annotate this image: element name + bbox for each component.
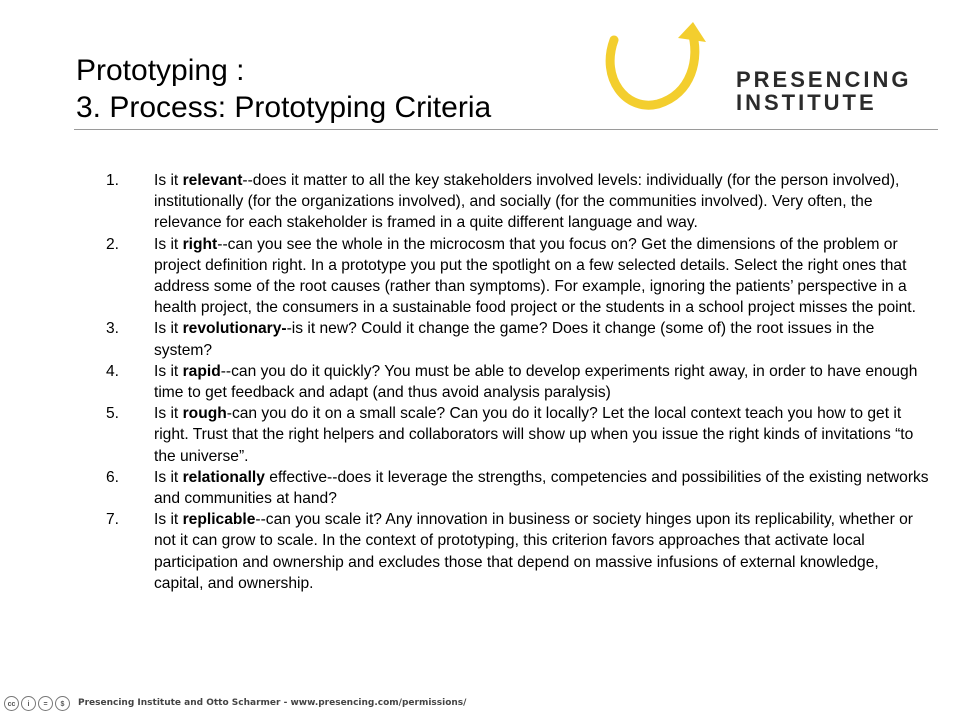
- criteria-number: 2.: [106, 235, 120, 253]
- criteria-text: --does it matter to all the key stakeholders involved levels: individually (for the person involved), institutionally (for the organizations involved), and socially (for the communities involved). Very often, the relevance for each stakeholder is framed in a quite different language and way.: [154, 172, 900, 232]
- criteria-keyword: revolutionary-: [182, 320, 287, 338]
- criteria-prefix: Is it: [154, 362, 183, 380]
- criteria-item: [106, 234, 932, 319]
- criteria-text: --can you scale it? Any innovation in business or society hinges upon its replicability, whether or not it can grow to scale. In the context of prototyping, this criterion favors approaches that activate local participation and ownership and excludes those that depend on massive infusions of external knowledge, capital, and ownership.: [154, 511, 914, 592]
- footer-credit: Presencing Institute and Otto Scharmer - www.presencing.com/permissions/: [78, 698, 467, 708]
- logo-line2: INSTITUTE: [736, 90, 877, 115]
- slide-title-line1: Prototyping :: [76, 54, 245, 87]
- criteria-prefix: Is it: [154, 172, 183, 189]
- criteria-prefix: Is it: [154, 468, 183, 486]
- criteria-keyword: rapid: [182, 362, 221, 380]
- criteria-item: [106, 403, 932, 467]
- criteria-keyword: relevant: [182, 172, 243, 189]
- footer: [0, 692, 467, 714]
- criteria-prefix: Is it: [154, 320, 183, 338]
- criteria-keyword: relationally: [182, 468, 265, 486]
- criteria-text: effective--does it leverage the strengths, competencies and possibilities of the existing networks and communities at hand?: [154, 468, 929, 508]
- presencing-u-logo-icon: [596, 20, 720, 120]
- no-derivatives-icon: =: [38, 696, 53, 711]
- criteria-item: [106, 318, 932, 360]
- attribution-icon: i: [21, 696, 36, 711]
- criteria-prefix: Is it: [154, 405, 183, 423]
- criteria-number: 6.: [106, 468, 120, 486]
- criteria-keyword: replicable: [182, 511, 256, 529]
- creative-commons-icon: cc: [4, 696, 19, 711]
- criteria-number: 3.: [106, 320, 120, 338]
- criteria-keyword: right: [182, 235, 218, 253]
- criteria-keyword: rough: [182, 405, 227, 423]
- slide-title-line2: 3. Process: Prototyping Criteria: [76, 91, 492, 124]
- license-badges: [4, 696, 70, 711]
- criteria-text: --can you see the whole in the microcosm that you focus on? Get the dimensions of the problem or project definition right. In a prototype you put the spotlight on a few selected details. Select the right ones that address some of the root causes (rather than symptoms). For example, ignoring the patients’ perspective in a health project, the consumers in a sustainable food project or the students in a school project misses the point.: [154, 235, 916, 317]
- criteria-item: [106, 509, 932, 594]
- criteria-number: 1.: [106, 172, 120, 189]
- criteria-text: --can you do it quickly? You must be able to develop experiments right away, in order to have enough time to get feedback and adapt (and thus avoid analysis paralysis): [154, 362, 918, 402]
- criteria-prefix: Is it: [154, 511, 183, 529]
- criteria-text: -is it new? Could it change the game? Does it change (some of) the root issues in the system?: [154, 320, 875, 359]
- logo-line1: PRESENCING: [736, 67, 912, 92]
- criteria-text: -can you do it on a small scale? Can you do it locally? Let the local context teach you how to get it right. Trust that the right helpers and collaborators will show up when you issue the right kinds of invitations “to the universe”.: [154, 405, 914, 465]
- criteria-number: 7.: [106, 511, 120, 529]
- criteria-item: [106, 361, 932, 403]
- criteria-list: [106, 170, 932, 594]
- criteria-item: [106, 170, 932, 234]
- non-commercial-icon: $: [55, 696, 70, 711]
- criteria-item: [106, 467, 932, 509]
- slide-title: [76, 52, 491, 126]
- presencing-institute-logo: [736, 68, 911, 114]
- criteria-prefix: Is it: [154, 235, 183, 253]
- criteria-number: 4.: [106, 362, 120, 380]
- criteria-number: 5.: [106, 405, 120, 423]
- header-divider: [74, 129, 938, 130]
